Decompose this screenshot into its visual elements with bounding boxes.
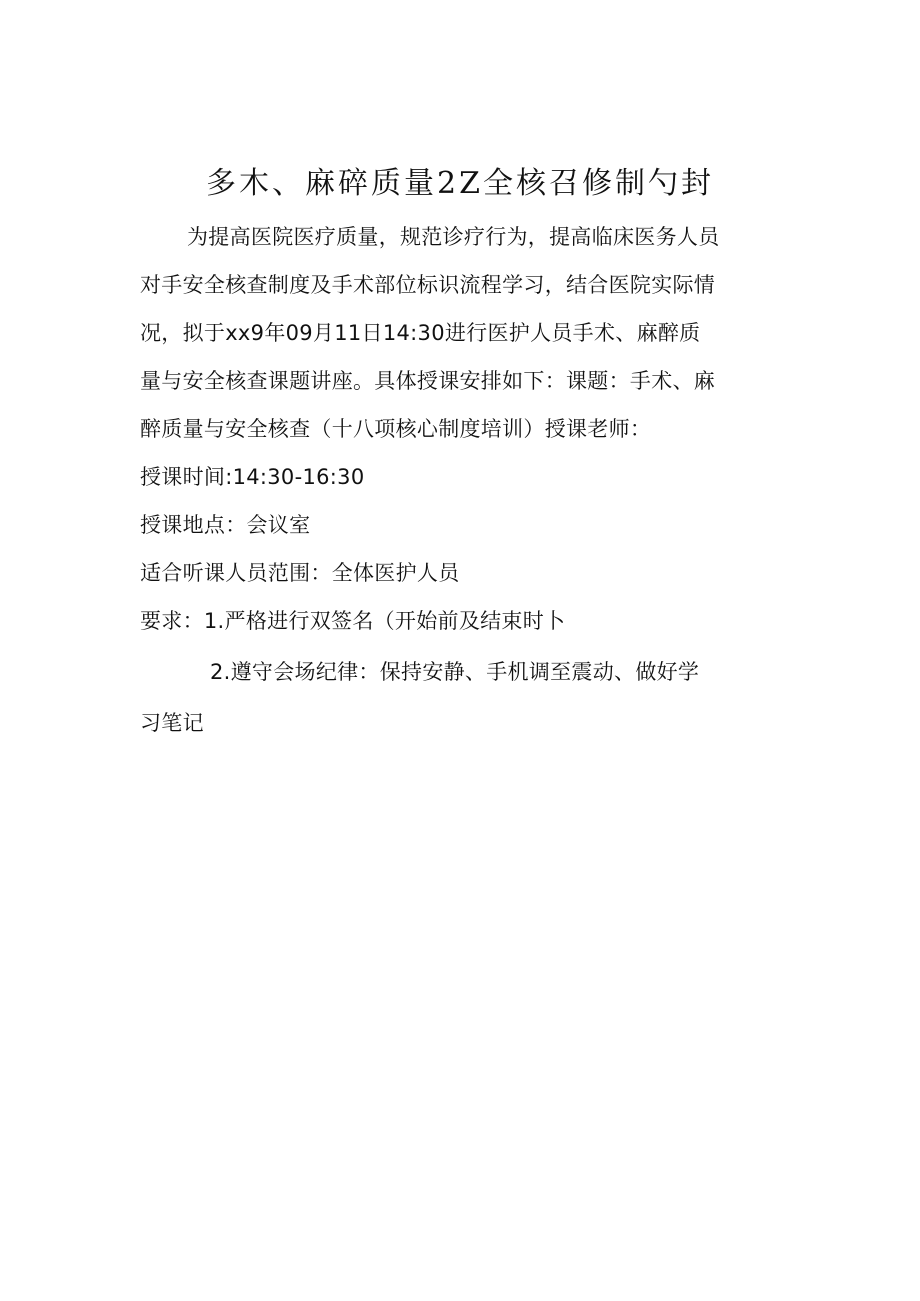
requirement-1: 要求：1.严格进行双签名（开始前及结束时卜: [140, 609, 566, 633]
class-audience: 适合听课人员范围：全体医护人员: [140, 561, 460, 585]
intro-line-5: 醉质量与安全核查（十八项核心制度培训）授课老师：: [140, 417, 652, 441]
document-title: 多木、麻碎质量2Z全核召修制勺封: [206, 166, 714, 201]
intro-line-1: 为提高医院医疗质量，规范诊疗行为，提高临床医务人员: [187, 225, 720, 249]
intro-line-2: 对手安全核查制度及手术部位标识流程学习，结合医院实际情: [140, 273, 716, 297]
intro-line-4: 量与安全核查课题讲座。具体授课安排如下：课题：手术、麻: [140, 369, 716, 393]
class-time: 授课时间:14:30-16:30: [140, 465, 365, 489]
intro-line-3: 况，拟于xx9年09月11日14:30进行医护人员手术、麻醉质: [140, 321, 701, 345]
class-location: 授课地点：会议室: [140, 513, 311, 537]
requirement-2: 2.遵守会场纪律：保持安静、手机调至震动、做好学: [210, 660, 700, 684]
requirement-2-continuation: 习笔记: [140, 711, 204, 735]
